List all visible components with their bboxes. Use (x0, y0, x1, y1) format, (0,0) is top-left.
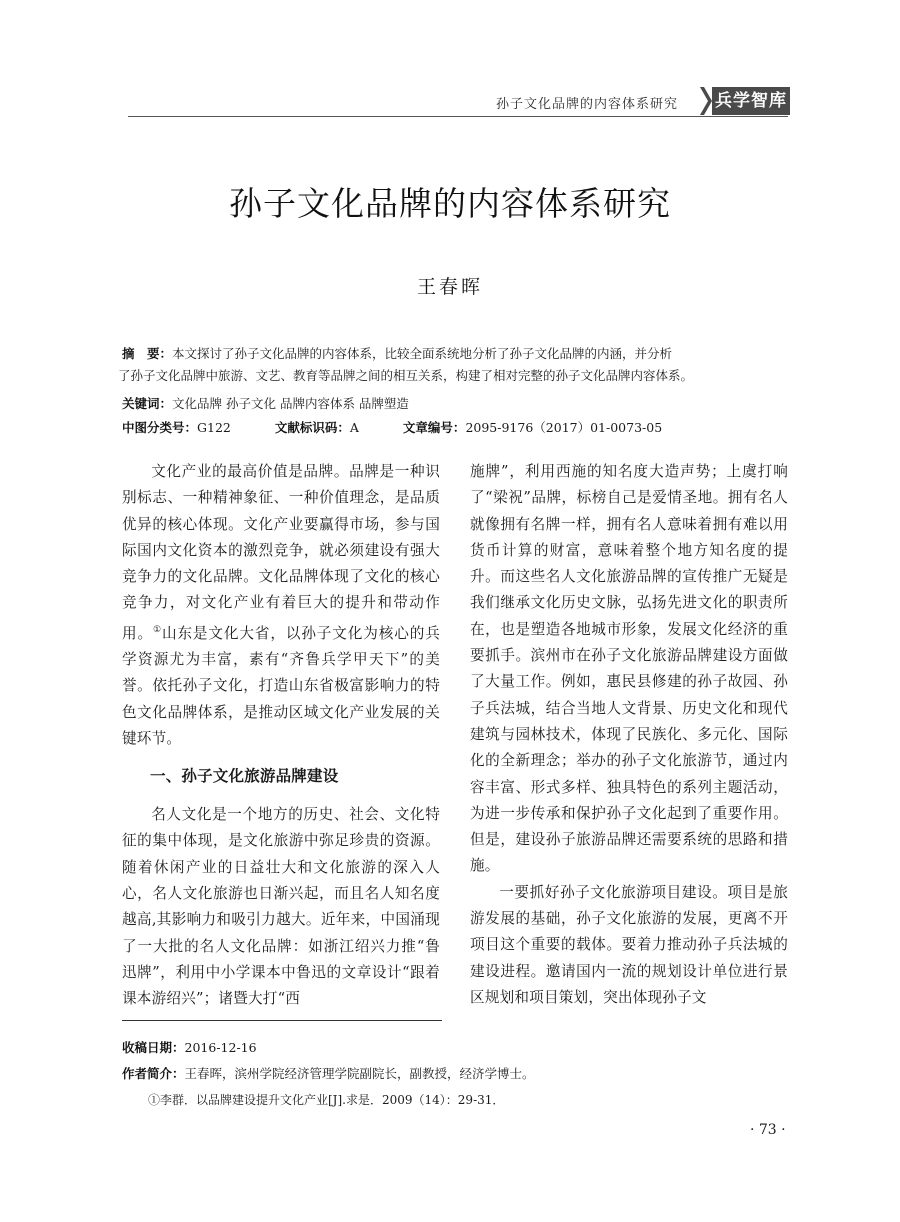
section-heading: 一、孙子文化旅游品牌建设 (150, 767, 339, 786)
classification-info (122, 417, 782, 439)
right-column (470, 459, 788, 1011)
received-date (122, 1038, 257, 1058)
article-number-value: 2095-9176（2017）01-0073-05 (465, 420, 663, 435)
header-badge (700, 85, 790, 117)
clc-label: 中图分类号： (122, 420, 198, 435)
clc-value: G122 (197, 420, 231, 435)
body-paragraph: 施牌”，利用西施的知名度大造声势；上虞打响了“梁祝”品牌，标榜自己是爱情圣地。拥有名人就像拥有名牌一样，拥有名人意味着拥有难以用货币计算的财富，意味着整个地方知名度的提升。而这些名人文化旅游品牌的宣传推广无疑是我们继承文化历史文脉，弘扬先进文化的职责所在，也是塑造各地城市形象，发展文化经济的重要抓手。滨州市在孙子文化旅游品牌建设方面做了大量工作。例如，惠民县修建的孙子故园、孙子兵法城，结合当地人文背景、历史文化和现代建筑与园林技术，体现了民族化、多元化、国际化的全新理念；举办的孙子文化旅游节，通过内容丰富、形式多样、独具特色的系列主题活动，为进一步传承和保护孙子文化起到了重要作用。但是，建设孙子旅游品牌还需要系统的思路和措施。 (470, 463, 788, 875)
keywords (122, 393, 782, 415)
abstract-text-continued: 了孙子文化品牌中旅游、文艺、教育等品牌之间的相互关系，构建了相对完整的孙子文化品牌内容体系。 (118, 368, 694, 383)
body-text: 文化产业的最高价值是品牌。品牌是一种识别标志、一种精神象征、一种价值理念，是品质优异的核心体现。文化产业要赢得市场，参与国际国内文化资本的激烈竞争，就必须建设有强大竞争力的文化品牌。文化品牌体现了文化的核心竞争力，对文化产业有着巨大的提升和带动作用。 (122, 463, 440, 642)
article-number-label: 文章编号： (402, 420, 466, 435)
received-label: 收稿日期： (122, 1040, 185, 1055)
header-rule (128, 116, 788, 117)
running-header-title: 孙子文化品牌的内容体系研究 (495, 97, 678, 112)
received-value: 2016-12-16 (184, 1040, 257, 1055)
body-paragraph (122, 459, 440, 752)
footnote-marker: ① (152, 624, 162, 635)
author-bio-text: 王春晖，滨州学院经济管理学院副院长，副教授，经济学博士。 (184, 1066, 535, 1081)
body-paragraph: 名人文化是一个地方的历史、社会、文化特征的集中体现，是文化旅游中弥足珍贵的资源。随着休闲产业的日益壮大和文化旅游的深入人心，名人文化旅游也日渐兴起，而且名人知名度越高,其影响力和吸引力越大。近年来，中国涌现了一大批的名人文化品牌：如浙江绍兴力推“鲁迅牌”，利用中小学课本中鲁迅的文章设计“跟着课本游绍兴”；诸暨大打“西 (122, 806, 440, 1008)
keywords-label: 关键词： (122, 396, 173, 411)
body-paragraph: 一要抓好孙子文化旅游项目建设。项目是旅游发展的基础，孙子文化旅游的发展，更离不开项目这个重要的载体。要着力推动孙子兵法城的建设进程。邀请国内一流的规划设计单位进行景区规划和项目策划，突出体现孙子文 (470, 883, 788, 1006)
page-number: · 73 · (750, 1122, 786, 1138)
author-bio (122, 1064, 535, 1084)
keywords-text: 文化品牌 孙子文化 品牌内容体系 品牌塑造 (172, 396, 409, 411)
doc-code-label: 文献标识码： (274, 420, 350, 435)
footnote-rule (122, 1020, 442, 1021)
article-author: 王春晖 (416, 276, 483, 298)
abstract-text: 本文探讨了孙子文化品牌的内容体系，比较全面系统地分析了孙子文化品牌的内涵，并分析 (172, 346, 673, 361)
doc-code-value: A (349, 420, 359, 435)
abstract-label: 摘 要： (122, 346, 173, 361)
header-badge-label: 兵学智库 (712, 87, 790, 115)
abstract (118, 343, 782, 387)
author-bio-label: 作者简介： (122, 1066, 185, 1081)
left-column (122, 459, 440, 1013)
body-text: 山东是文化大省，以孙子文化为核心的兵学资源尤为丰富，素有“齐鲁兵学甲天下”的美誉。依托孙子文化，打造山东省极富影响力的特色文化品牌体系，是推动区域文化产业发展的关键环节。 (122, 624, 440, 747)
footnote: ①李群．以品牌建设提升文化产业[J].求是．2009（14）：29-31． (148, 1093, 505, 1107)
article-title: 孙子文化品牌的内容体系研究 (229, 184, 671, 223)
